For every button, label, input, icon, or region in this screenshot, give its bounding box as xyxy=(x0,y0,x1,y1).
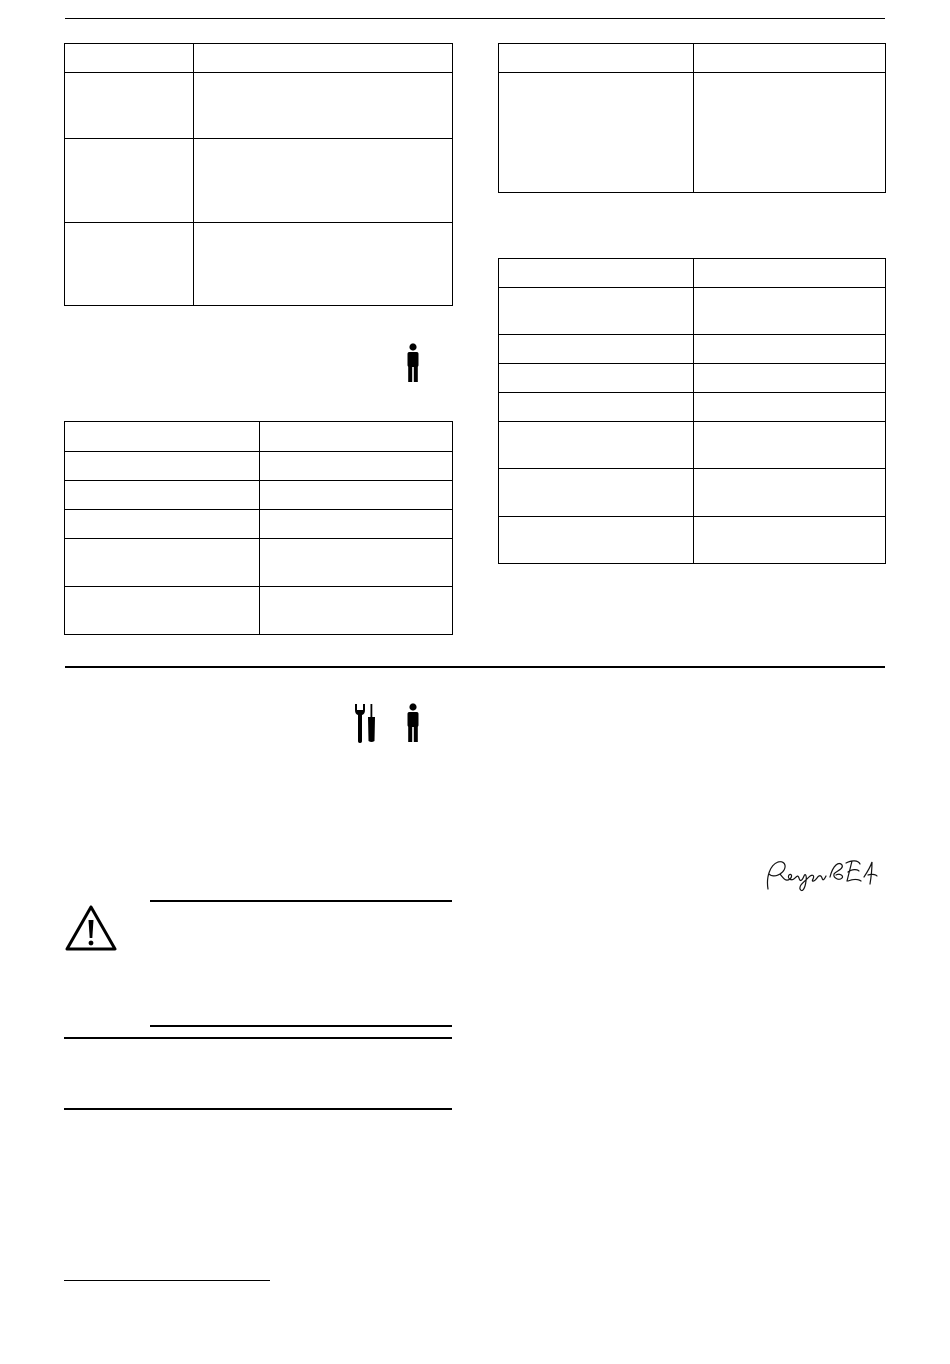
table-row xyxy=(65,139,453,223)
top-right-table xyxy=(498,43,886,193)
table-cell xyxy=(499,73,694,193)
table-cell xyxy=(694,44,886,73)
table-cell xyxy=(260,452,453,481)
table-cell xyxy=(694,422,886,469)
table-row xyxy=(65,223,453,306)
table-row xyxy=(499,364,886,393)
top-left-table xyxy=(64,43,453,306)
table-cell xyxy=(694,335,886,364)
table-cell xyxy=(499,259,694,288)
header-rule xyxy=(65,18,885,19)
person-icon xyxy=(403,703,423,743)
table-cell xyxy=(65,73,194,139)
table-cell xyxy=(260,539,453,587)
table-row xyxy=(65,539,453,587)
table-cell xyxy=(260,587,453,635)
table-row xyxy=(499,44,886,73)
table-cell xyxy=(499,393,694,422)
table-row xyxy=(499,335,886,364)
warning-bottom-rule xyxy=(150,1025,452,1027)
table-row xyxy=(499,73,886,193)
table-row xyxy=(499,288,886,335)
table-row xyxy=(499,422,886,469)
table-row xyxy=(499,469,886,517)
table-cell xyxy=(194,223,453,306)
table-cell xyxy=(65,481,260,510)
mid-left-table xyxy=(64,421,453,635)
note-bottom-rule xyxy=(64,1108,452,1110)
table-row xyxy=(65,452,453,481)
table-cell xyxy=(499,335,694,364)
table-cell xyxy=(499,364,694,393)
footnote-rule xyxy=(64,1280,270,1281)
table-row xyxy=(65,510,453,539)
table-cell xyxy=(499,422,694,469)
table-cell xyxy=(694,393,886,422)
table-cell xyxy=(65,44,194,73)
table-cell xyxy=(694,73,886,193)
signature-icon xyxy=(760,855,885,895)
person-icon xyxy=(403,343,423,383)
warning-top-rule xyxy=(150,900,452,902)
warning-triangle-icon xyxy=(64,904,118,952)
table-cell xyxy=(65,422,260,452)
table-row xyxy=(499,393,886,422)
table-row xyxy=(499,259,886,288)
tools-icon xyxy=(354,703,378,743)
table-cell xyxy=(694,364,886,393)
table-cell xyxy=(694,259,886,288)
table-cell xyxy=(499,44,694,73)
section-divider xyxy=(65,666,885,668)
mid-right-table xyxy=(498,258,886,564)
table-cell xyxy=(65,139,194,223)
table-cell xyxy=(499,288,694,335)
table-cell xyxy=(65,223,194,306)
table-cell xyxy=(260,481,453,510)
table-cell xyxy=(65,539,260,587)
table-cell xyxy=(499,469,694,517)
table-row xyxy=(65,44,453,73)
table-cell xyxy=(65,452,260,481)
table-row xyxy=(499,517,886,564)
table-cell xyxy=(194,139,453,223)
table-cell xyxy=(694,517,886,564)
table-row xyxy=(65,422,453,452)
table-cell xyxy=(694,288,886,335)
table-cell xyxy=(65,587,260,635)
table-cell xyxy=(65,510,260,539)
table-cell xyxy=(260,422,453,452)
table-cell xyxy=(499,517,694,564)
table-row xyxy=(65,481,453,510)
table-cell xyxy=(260,510,453,539)
table-cell xyxy=(694,469,886,517)
table-cell xyxy=(194,44,453,73)
table-row xyxy=(65,73,453,139)
table-row xyxy=(65,587,453,635)
table-cell xyxy=(194,73,453,139)
note-top-rule xyxy=(64,1037,452,1039)
